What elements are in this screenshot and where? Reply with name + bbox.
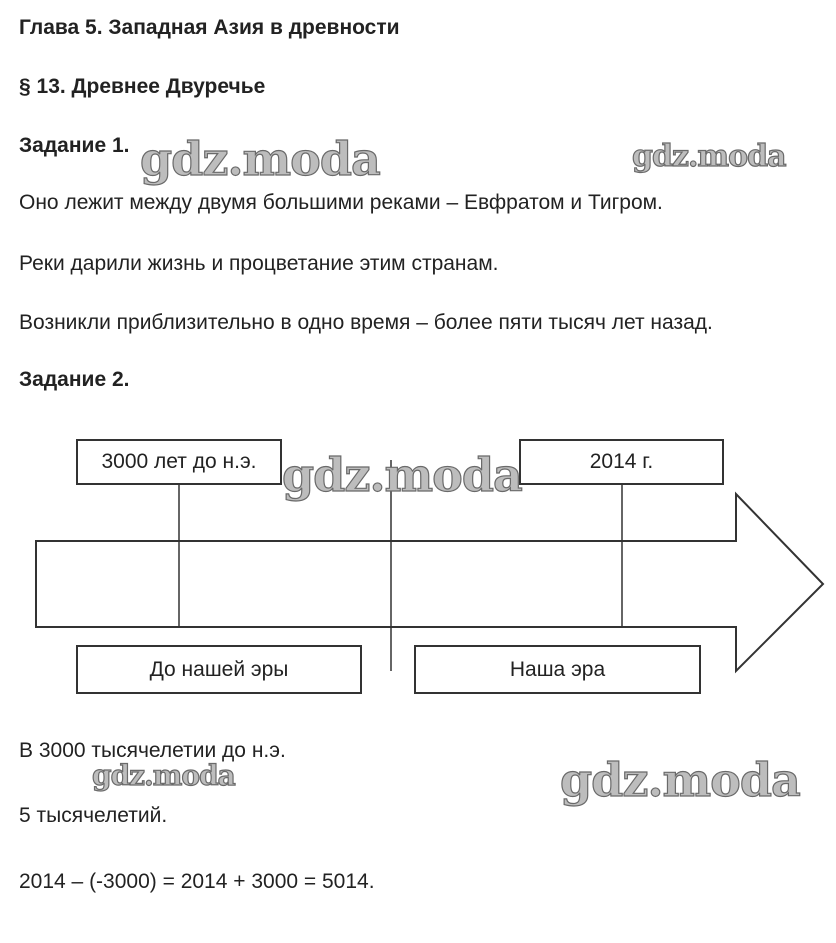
- timeline-bc-label: До нашей эры: [76, 645, 362, 694]
- timeline-end-label: 2014 г.: [519, 439, 724, 485]
- task2-answer-1: В 3000 тысячелетии до н.э.: [19, 739, 286, 762]
- chapter-title: Глава 5. Западная Азия в древности: [19, 16, 400, 39]
- task1-answer-3: Возникли приблизительно в одно время – более пяти тысяч лет назад.: [19, 311, 713, 334]
- watermark-logo: gdz.moda: [560, 753, 800, 807]
- section-title: § 13. Древнее Двуречье: [19, 75, 266, 98]
- task1-heading: Задание 1.: [19, 134, 130, 157]
- watermark-logo: gdz.moda: [282, 448, 522, 502]
- watermark-logo: gdz.moda: [140, 132, 380, 186]
- task2-heading: Задание 2.: [19, 368, 130, 391]
- watermark-logo: gdz.moda: [92, 759, 235, 792]
- task2-answer-3: 2014 – (-3000) = 2014 + 3000 = 5014.: [19, 870, 375, 893]
- watermark-logo: gdz.moda: [632, 139, 786, 174]
- task1-answer-1: Оно лежит между двумя большими реками – Евфратом и Тигром.: [19, 191, 663, 214]
- task2-answer-2: 5 тысячелетий.: [19, 804, 168, 827]
- task1-answer-2: Реки дарили жизнь и процветание этим странам.: [19, 252, 499, 275]
- timeline-ad-label: Наша эра: [414, 645, 701, 694]
- timeline-start-label: 3000 лет до н.э.: [76, 439, 282, 485]
